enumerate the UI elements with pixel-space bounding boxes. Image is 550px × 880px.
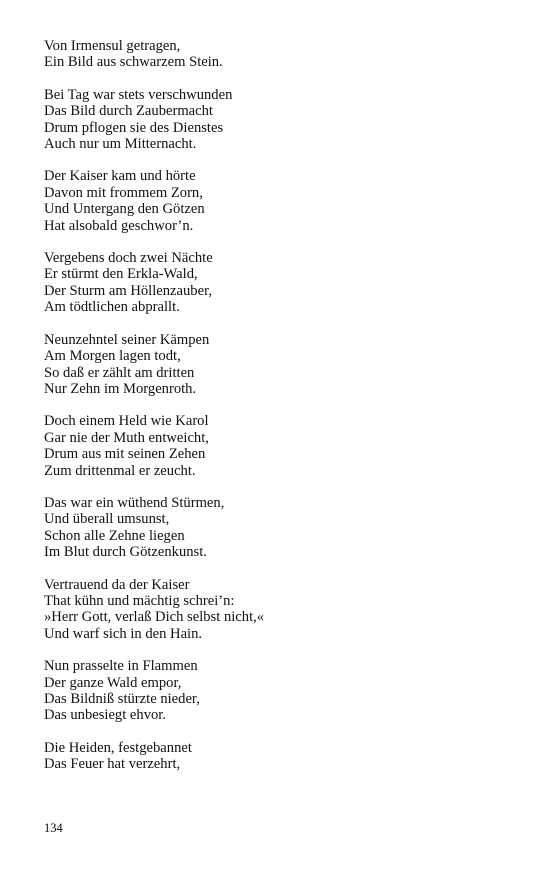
verse-line: Nur Zehn im Morgenroth.	[44, 380, 197, 397]
verse-line: Die Heiden, festgebannet	[44, 739, 192, 756]
verse-line: Von Irmensul getragen,	[44, 38, 181, 54]
verse-line: Der ganze Wald empor,	[44, 674, 182, 691]
verse-line: Bei Tag war stets verschwunden	[44, 86, 233, 103]
verse-line: Das war ein wüthend Stürmen,	[44, 494, 225, 511]
verse-line: Im Blut durch Götzenkunst.	[44, 544, 207, 561]
verse-line: Gar nie der Muth entweicht,	[44, 429, 209, 446]
stanza-4	[44, 250, 514, 316]
verse-line: Er stürmt den Erkla-Wald,	[44, 266, 198, 283]
verse-line: Und überall umsunst,	[44, 511, 170, 528]
verse-line: Und warf sich in den Hain.	[44, 625, 203, 642]
verse-line: Hat alsobald geschwor’n.	[44, 217, 194, 234]
verse-line: That kühn und mächtig schrei’n:	[44, 592, 235, 609]
verse-line: Nun prasselte in Flammen	[44, 658, 198, 675]
verse-line: Zum drittenmal er zeucht.	[44, 462, 196, 479]
verse-line: Doch einem Held wie Karol	[44, 413, 209, 430]
verse-line: Der Sturm am Höllenzauber,	[44, 282, 212, 299]
verse-line: Am tödtlichen abprallt.	[44, 299, 180, 316]
verse-line: Am Morgen lagen todt,	[44, 348, 181, 365]
verse-line: »Herr Gott, verlaß Dich selbst nicht,«	[44, 609, 265, 626]
verse-line: Das Feuer hat verzehrt,	[44, 756, 181, 773]
stanza-8	[44, 577, 514, 643]
stanza-5	[44, 332, 514, 398]
poem-text-block	[44, 38, 514, 789]
verse-line: Das unbesiegt ehvor.	[44, 707, 166, 724]
verse-line: So daß er zählt am dritten	[44, 364, 195, 381]
verse-line: Davon mit frommem Zorn,	[44, 184, 203, 201]
stanza-7	[44, 495, 514, 561]
verse-line: Das Bildniß stürzte nieder,	[44, 691, 200, 707]
stanza-2	[44, 87, 514, 153]
verse-line: Ein Bild aus schwarzem Stein.	[44, 54, 223, 71]
verse-line: Vergebens doch zwei Nächte	[44, 250, 213, 267]
verse-line: Auch nur um Mitternacht.	[44, 136, 197, 153]
stanza-6	[44, 413, 514, 479]
stanza-3	[44, 168, 514, 234]
verse-line: Das Bild durch Zaubermacht	[44, 103, 213, 120]
stanza-10	[44, 740, 514, 773]
verse-line: Drum aus mit seinen Zehen	[44, 446, 206, 463]
verse-line: Neunzehntel seiner Kämpen	[44, 331, 210, 348]
verse-line: Und Untergang den Götzen	[44, 201, 205, 218]
stanza-9	[44, 658, 514, 724]
verse-line: Der Kaiser kam und hörte	[44, 168, 196, 185]
verse-line: Vertrauend da der Kaiser	[44, 576, 190, 593]
page-number: 134	[44, 821, 63, 835]
verse-line: Schon alle Zehne liegen	[44, 527, 185, 544]
verse-line: Drum pflogen sie des Dienstes	[44, 119, 224, 136]
stanza-1	[44, 38, 514, 71]
